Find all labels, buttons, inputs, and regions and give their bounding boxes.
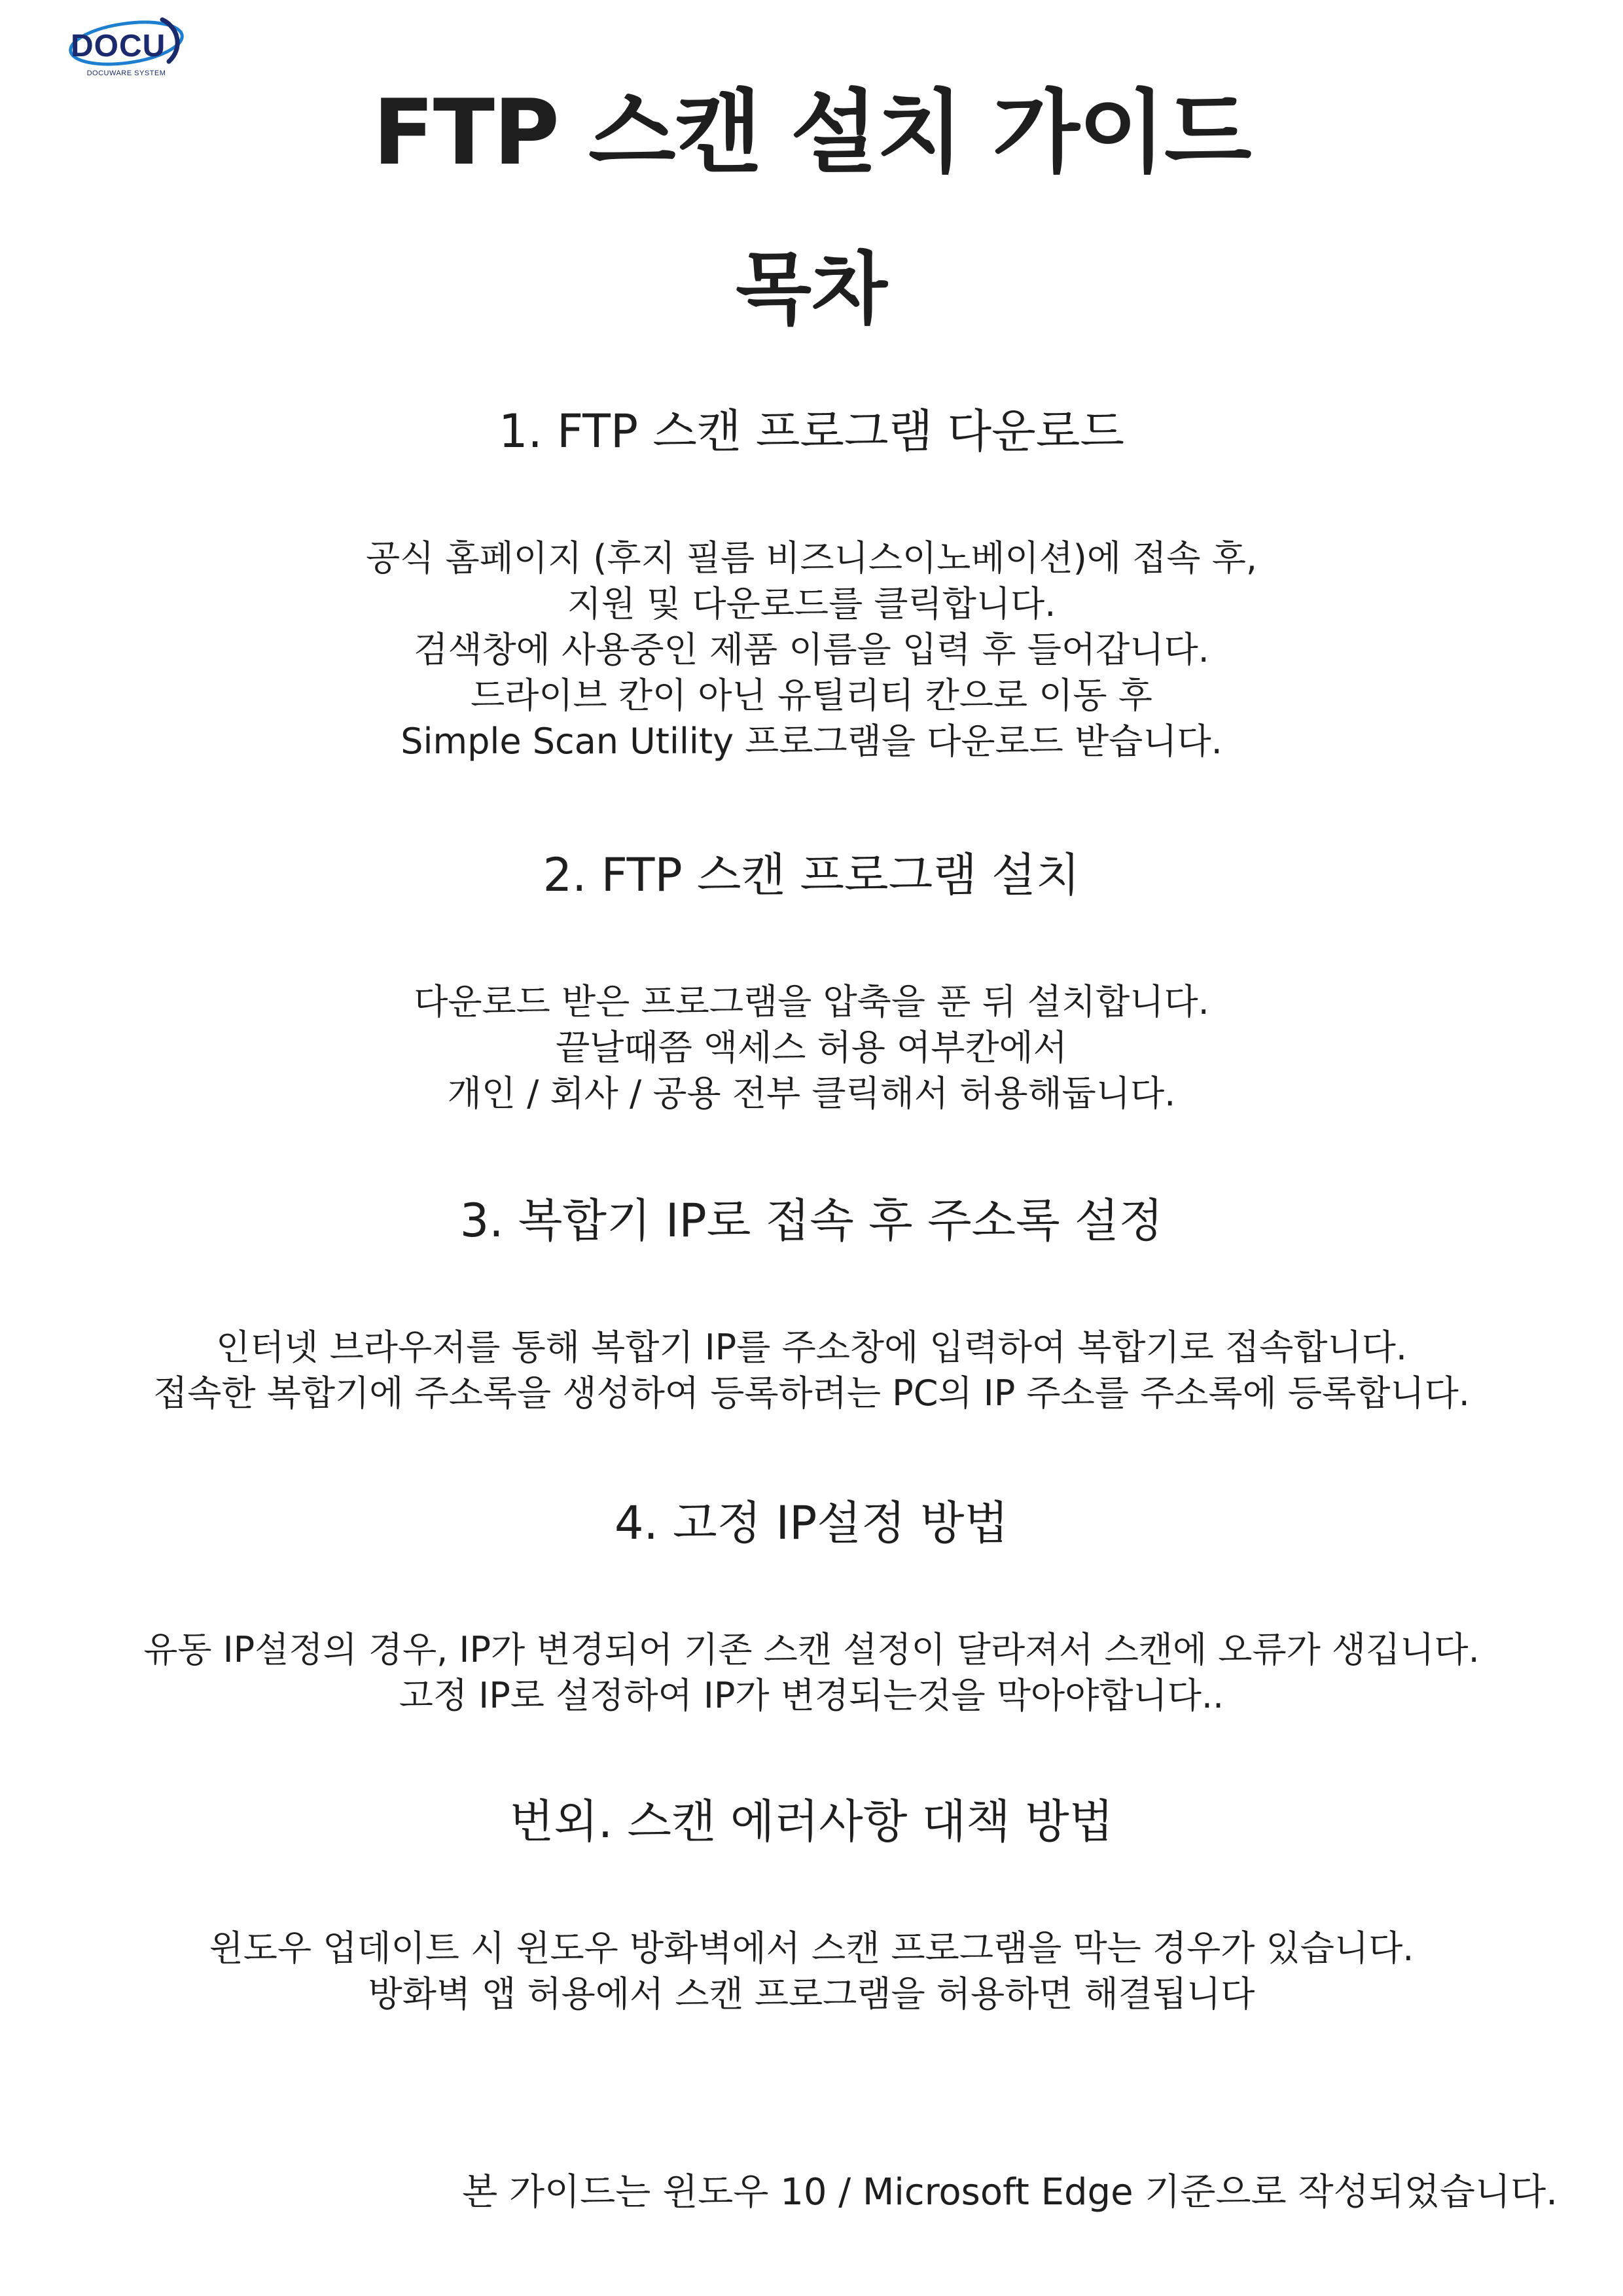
section-3-line-1: 인터넷 브라우저를 통해 복합기 IP를 주소창에 입력하여 복합기로 접속합니다.	[215, 1327, 1408, 1368]
footer-note: 본 가이드는 윈도우 10 / Microsoft Edge 기준으로 작성되었습니다.	[462, 2171, 1558, 2214]
section-1-line-4: 드라이브 칸이 아닌 유틸리티 칸으로 이동 후	[471, 675, 1152, 716]
section-1-line-3: 검색창에 사용중인 제품 이름을 입력 후 들어갑니다.	[414, 629, 1209, 670]
section-4-body	[0, 1627, 1623, 1719]
section-2-body	[0, 979, 1623, 1117]
logo-subtitle: DOCUWARE SYSTEM	[86, 69, 166, 77]
section-1-body	[0, 535, 1623, 764]
section-3-heading: 3. 복합기 IP로 접속 후 주소록 설정	[459, 1194, 1164, 1247]
extra-section-body	[0, 1926, 1623, 2017]
section-2-line-2: 끝날때쯤 액세스 허용 여부칸에서	[556, 1027, 1067, 1068]
extra-section-line-2: 방화벽 앱 허용에서 스캔 프로그램을 허용하면 해결됩니다	[368, 1973, 1255, 2015]
section-3-body	[0, 1325, 1623, 1416]
section-2-heading: 2. FTP 스캔 프로그램 설치	[543, 848, 1080, 902]
page-title: FTP 스캔 설치 가이드	[372, 80, 1251, 185]
extra-section-line-1: 윈도우 업데이트 시 윈도우 방화벽에서 스캔 프로그램을 막는 경우가 있습니다.	[209, 1928, 1414, 1969]
section-4-heading: 4. 고정 IP설정 방법	[614, 1496, 1009, 1550]
section-2-line-1: 다운로드 받은 프로그램을 압축을 푼 뒤 설치합니다.	[414, 981, 1209, 1022]
section-4-line-2: 고정 IP로 설정하여 IP가 변경되는것을 막아야합니다..	[399, 1675, 1224, 1716]
docu-logo	[64, 14, 188, 80]
section-4-line-1: 유동 IP설정의 경우, IP가 변경되어 기존 스캔 설정이 달라져서 스캔에 오류가 생깁니다.	[143, 1629, 1480, 1670]
section-1-line-2: 지원 및 다운로드를 클릭합니다.	[567, 583, 1056, 624]
section-1-heading: 1. FTP 스캔 프로그램 다운로드	[499, 404, 1124, 458]
extra-section-heading: 번외. 스캔 에러사항 대책 방법	[509, 1795, 1114, 1848]
section-3-line-2: 접속한 복합기에 주소록을 생성하여 등록하려는 PC의 IP 주소를 주소록에 등록합니다.	[153, 1372, 1470, 1414]
docu-logo-icon	[64, 14, 188, 69]
section-1-line-1: 공식 홈페이지 (후지 필름 비즈니스이노베이션)에 접속 후,	[365, 537, 1258, 579]
toc-title: 목차	[736, 244, 887, 335]
logo-mark: DOCU	[71, 29, 166, 63]
section-2-line-3: 개인 / 회사 / 공용 전부 클릭해서 허용해둡니다.	[447, 1073, 1176, 1114]
section-1-line-5: Simple Scan Utility 프로그램을 다운로드 받습니다.	[401, 721, 1222, 762]
